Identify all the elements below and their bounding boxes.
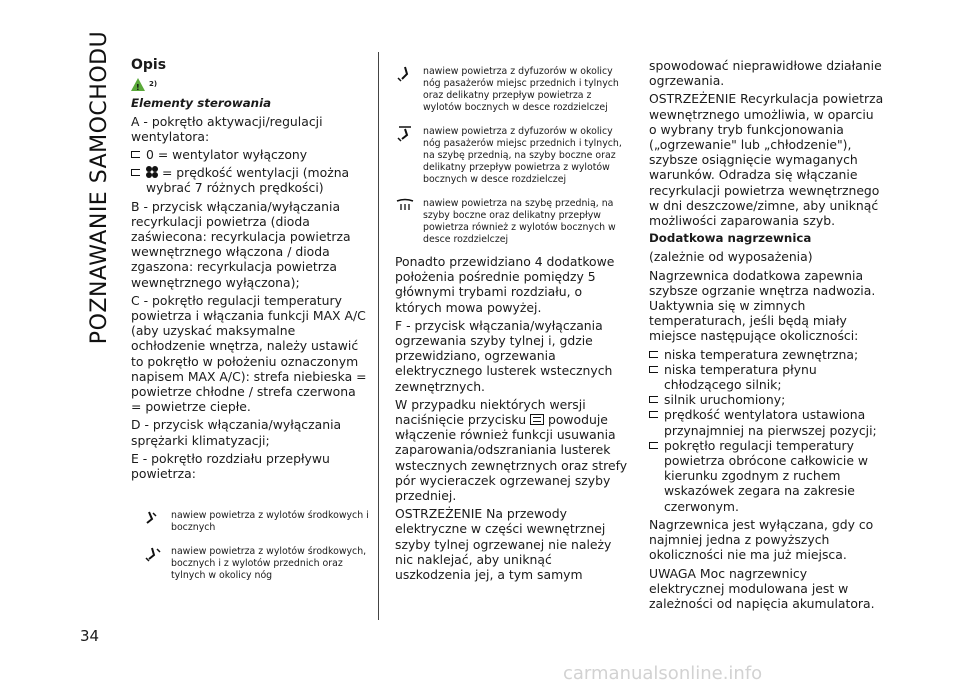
bullet-marker [649, 366, 658, 373]
rear-window-heater-icon [530, 414, 544, 425]
warning-reference [131, 77, 369, 92]
paragraph-equipment: (zależnie od wyposażenia) [649, 249, 813, 265]
airflow-mode-text: nawiew powietrza z dyfuzorów w okolicy nóg pasażerów miejsc przednich i tylnych, na szybę przednią, na szyby boczne oraz delikatny przepływ powietrza z wylotów bocznych w desce rozdzielczej [423, 126, 622, 185]
bullet-text: silnik uruchomiony; [664, 392, 786, 408]
airflow-mode-text: nawiew powietrza na szybę przednią, na szyby boczne oraz delikatny przepływ powietrza również z wylotów bocznych w desce rozdzielczej [423, 198, 616, 245]
airflow-mode-row [395, 66, 630, 114]
paragraph-continued: spowodować nieprawidłowe działanie ogrzewania. [649, 58, 882, 89]
paragraph-c: C - pokrętło regulacji temperatury powietrza i włączania funkcji MAX A/C (aby uzyskać maksymalne ochłodzenie wnętrza, należy ustawić to pokrętło w położeniu oznaczonym napisem MAX A/C): strefa niebieska = powietrze chłodne / strefa czerwona = powietrze ciepłe. [131, 292, 367, 415]
airflow-mode-row [131, 510, 369, 534]
paragraph-rear-text-b: powoduje włączenie również funkcji usuwania zaparowania/odszraniania lusterek wstecznych zewnętrznych oraz strefy pór wycieraczek ogrzewanej szyby przedniej. [395, 412, 628, 504]
extra-heater-subheading: Dodatkowa nagrzewnica [649, 231, 812, 246]
airflow-feet-windshield-icon [395, 126, 415, 142]
bullet-marker [649, 396, 658, 403]
warning-ref-number: 2) [149, 80, 158, 89]
paragraph-e: E - pokrętło rozdziału przepływu powietrza: [131, 450, 330, 482]
watermark: carmanualsonline.info [563, 663, 763, 683]
bullet-condition [649, 438, 884, 517]
column-1 [131, 58, 369, 594]
column-3 [649, 58, 884, 614]
section-heading: Opis [131, 57, 167, 73]
bullet-condition [649, 347, 884, 362]
controls-subheading: Elementy sterowania [131, 96, 272, 111]
airflow-mode-text: nawiew powietrza z wylotów środkowych i bocznych [171, 510, 369, 534]
bullet-marker [649, 442, 658, 449]
section-side-title-text: POZNAWANIE SAMOCHODU [87, 30, 113, 344]
windshield-defrost-icon [395, 198, 415, 214]
bullet-marker [131, 169, 140, 176]
bullet-fan-speed [131, 165, 369, 198]
section-side-title [82, 30, 118, 344]
paragraph-warning-recirc: OSTRZEŻENIE Recyrkulacja powietrza wewnętrznego umożliwia, w oparciu o wybrany tryb funkcjonowania („ogrzewanie" lub „chłodzenie"), szybsze osiągnięcie wymaganych warunków. Odradza się włączanie recyrkulacji powietrza wewnętrznego w dni deszczowe/zimne, aby uniknąć możliwości zaparowania szyb. [649, 91, 884, 229]
paragraph-rear-text-a: W przypadku niektórych wersji naciśnięcie przycisku [395, 396, 586, 428]
page-number: 34 [80, 627, 100, 645]
paragraph-warning: OSTRZEŻENIE Na przewody elektryczne w części wewnętrznej szyby tylnej ogrzewanej nie należy nic naklejać, aby uniknąć uszkodzenia jej, a tym samym [395, 506, 612, 583]
bullet-condition [649, 362, 884, 392]
paragraph-heater-off: Nagrzewnica jest wyłączana, gdy co najmniej jedna z powyższych okoliczności nie ma już miejsca. [649, 516, 874, 563]
fan-icon [146, 166, 158, 178]
airflow-face-icon [143, 510, 163, 526]
paragraph-a: A - pokrętło aktywacji/regulacji wentylatora: [131, 113, 323, 144]
bullet-marker [649, 411, 658, 418]
paragraph-f: F - przycisk włączania/wyłączania ogrzewania szyby tylnej i, gdzie przewidziano, ogrzewania elektrycznego lusterek wstecznych zewnętrznych. [395, 317, 613, 394]
airflow-face-feet-icon [143, 546, 163, 562]
paragraph-d: D - przycisk włączania/wyłączania sprężarki klimatyzacji; [131, 417, 342, 448]
bullet-condition [649, 407, 884, 437]
bullet-text: niska temperatura zewnętrzna; [664, 346, 859, 362]
airflow-mode-text: nawiew powietrza z wylotów środkowych, bocznych i z wylotów przednich oraz tylnych w okolicy nóg [171, 546, 367, 582]
column-divider [378, 52, 379, 620]
bullet-marker [649, 351, 658, 358]
airflow-mode-row [131, 546, 369, 582]
paragraph-intermediate: Ponadto przewidziano 4 dodatkowe położenia pośrednie pomiędzy 5 głównymi trybami rozdziału, o których mowa powyżej. [395, 254, 615, 315]
bullet-fan-off [131, 147, 369, 165]
bullet-condition [649, 392, 884, 407]
airflow-mode-row [395, 126, 630, 186]
bullet-marker [131, 151, 140, 158]
column-2 [395, 66, 630, 585]
warning-triangle-icon [131, 78, 145, 91]
bullet-text: pokrętło regulacji temperatury powietrza obrócone całkowicie w kierunku zgodnym z ruchem wskazówek zegara na zakresie czerwonym. [664, 437, 869, 514]
paragraph-note: UWAGA Moc nagrzewnicy elektrycznej modulowana jest w zależności od napięcia akumulatora. [649, 565, 875, 611]
airflow-mode-text: nawiew powietrza z dyfuzorów w okolicy nóg pasażerów miejsc przednich i tylnych oraz delikatny przepływ powietrza z wylotów bocznych w desce rozdzielczej [423, 66, 619, 113]
paragraph-b: B - przycisk włączania/wyłączania recyrkulacji powietrza (dioda zaświecona: recyrkulacja powietrza wewnętrznego włączona / dioda zgaszona: recyrkulacja powietrza wewnętrznego wyłączona); [131, 198, 351, 290]
airflow-feet-icon [395, 66, 415, 82]
bullet-text: niska temperatura płynu chłodzącego silnik; [664, 361, 817, 393]
bullet-text: prędkość wentylatora ustawiona przynajmniej na pierwszej pozycji; [664, 407, 877, 438]
bullet-text: 0 = wentylator wyłączony [146, 147, 308, 163]
paragraph-heater-intro: Nagrzewnica dodatkowa zapewnia szybsze ogrzanie wnętrza nadwozia. Uaktywnia się w zimnych temperaturach, jeśli będą miały miejsce następujące okoliczności: [649, 267, 876, 344]
bullet-text: = prędkość wentylacji (można wybrać 7 różnych prędkości) [146, 165, 350, 196]
airflow-mode-row [395, 198, 630, 246]
